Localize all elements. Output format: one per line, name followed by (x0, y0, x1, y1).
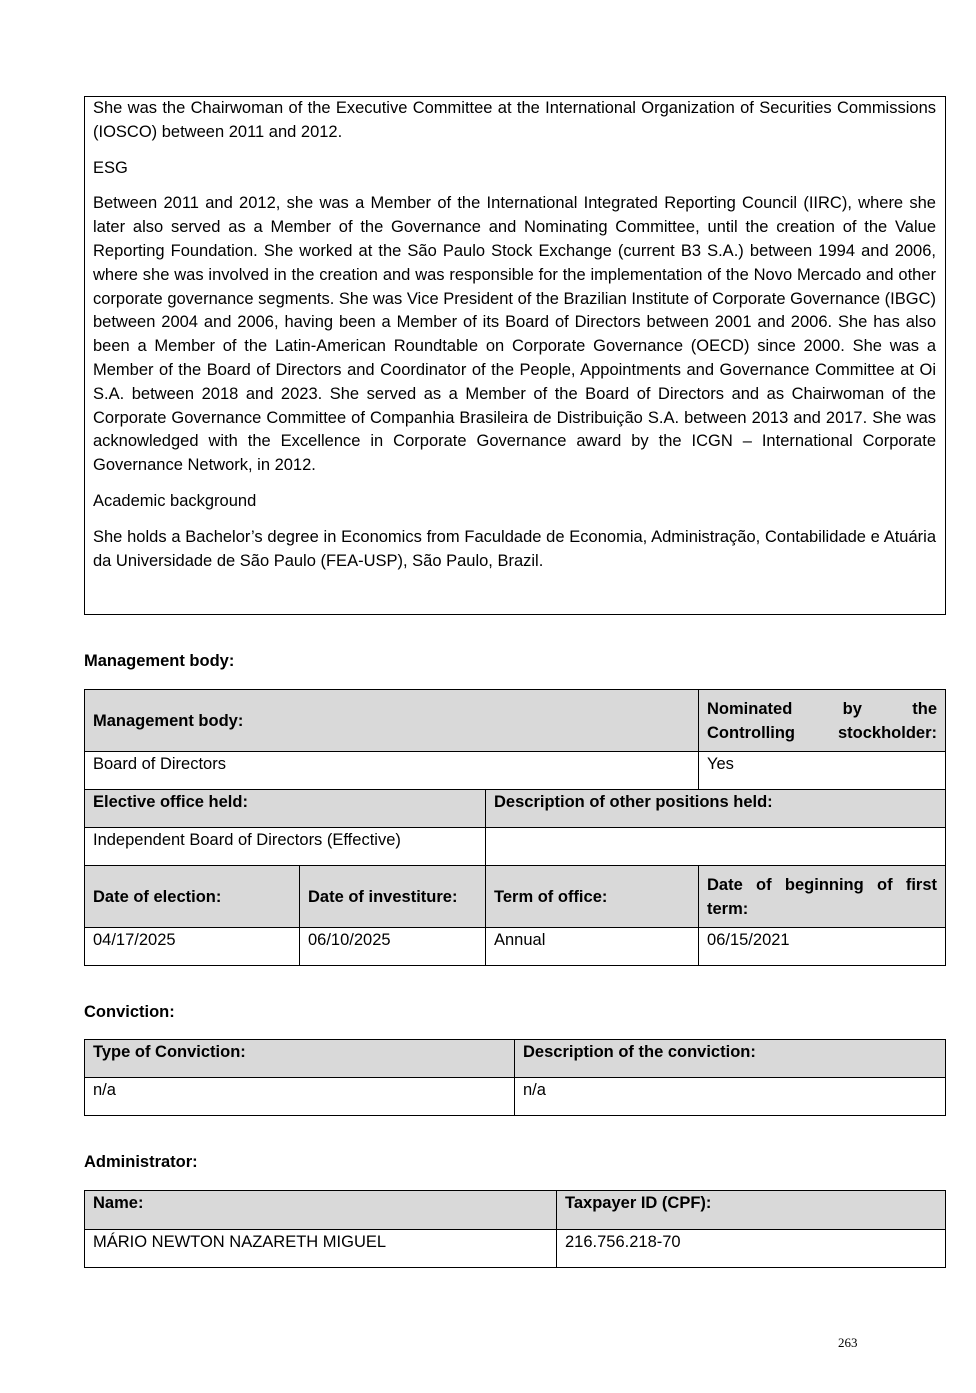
first-term-date-value: 06/15/2021 (699, 928, 946, 966)
conviction-description-value: n/a (515, 1078, 946, 1116)
management-body-value: Board of Directors (85, 752, 699, 790)
administrator-cpf-header: Taxpayer ID (CPF): (557, 1191, 946, 1230)
term-of-office-header: Term of office: (486, 866, 699, 928)
conviction-section-label: Conviction: (84, 1003, 175, 1021)
conviction-type-value: n/a (85, 1078, 515, 1116)
conviction-table (84, 1039, 946, 1116)
elective-office-value: Independent Board of Directors (Effective) (85, 828, 486, 866)
conviction-description-header: Description of the conviction: (515, 1040, 946, 1078)
investiture-date-header: Date of investiture: (300, 866, 486, 928)
management-body-header: Management body: (85, 690, 699, 752)
term-of-office-value: Annual (486, 928, 699, 966)
academic-heading: Academic background (93, 491, 257, 510)
page-number: 263 (838, 1335, 858, 1350)
administrator-name-header: Name: (85, 1191, 557, 1230)
nominated-header: Nominated by the Controlling stockholder: (699, 690, 946, 752)
investiture-date-value: 06/10/2025 (300, 928, 486, 966)
bio-paragraph-iosco: She was the Chairwoman of the Executive Committee at the International Organization of Securities Commissions (IOSCO) between 2011 and 2012. (93, 99, 936, 141)
other-positions-header: Description of other positions held: (486, 790, 946, 828)
other-positions-value (486, 828, 946, 866)
administrator-name-value: MÁRIO NEWTON NAZARETH MIGUEL (85, 1230, 557, 1268)
nominated-value: Yes (699, 752, 946, 790)
administrator-cpf-value: 216.756.218-70 (557, 1230, 946, 1268)
administrator-table (84, 1190, 946, 1268)
bio-paragraph-academic: She holds a Bachelor’s degree in Economics from Faculdade de Economia, Administração, Contabilidade e Atuária da Universidade de São Paulo (FEA-USP), São Paulo, Brazil. (93, 527, 936, 570)
elective-office-header: Elective office held: (85, 790, 486, 828)
management-table (84, 689, 946, 966)
conviction-type-header: Type of Conviction: (85, 1040, 515, 1078)
esg-heading: ESG (93, 158, 128, 177)
administrator-section-label: Administrator: (84, 1153, 198, 1171)
biography-box (84, 96, 946, 615)
bio-paragraph-esg: Between 2011 and 2012, she was a Member of the International Integrated Reporting Council (IIRC), where she later also served as a Member of the Governance and Nominating Committee, until the creation of the Value Reporting Foundation. She worked at the São Paulo Stock Exchange (current B3 S.A.) between 1994 and 2006, where she was involved in the creation and was responsible for the implementation of the Novo Mercado and other corporate governance segments. She was Vice President of the Brazilian Institute of Corporate Governance (IBGC) between 2004 and 2006, having been a Member of its Board of Directors between 2001 and 2006. She has also been a Member of the Latin-American Roundtable on Corporate Governance (OECD) since 2000. She was a Member of the Board of Directors and Coordinator of the People, Appointments and Governance Committee at Oi S.A. between 2018 and 2023. She served as a Member of the Board of Directors and as Chairwoman of the Corporate Governance Committee of Companhia Brasileira de Distribuição S.A. between 2013 and 2017. She was acknowledged with the Excellence in Corporate Governance award by the ICGN – International Corporate Governance Network, in 2012. (93, 194, 936, 475)
election-date-header: Date of election: (85, 866, 300, 928)
first-term-date-header: Date of beginning of first term: (699, 866, 946, 928)
election-date-value: 04/17/2025 (85, 928, 300, 966)
management-section-label: Management body: (84, 652, 235, 670)
